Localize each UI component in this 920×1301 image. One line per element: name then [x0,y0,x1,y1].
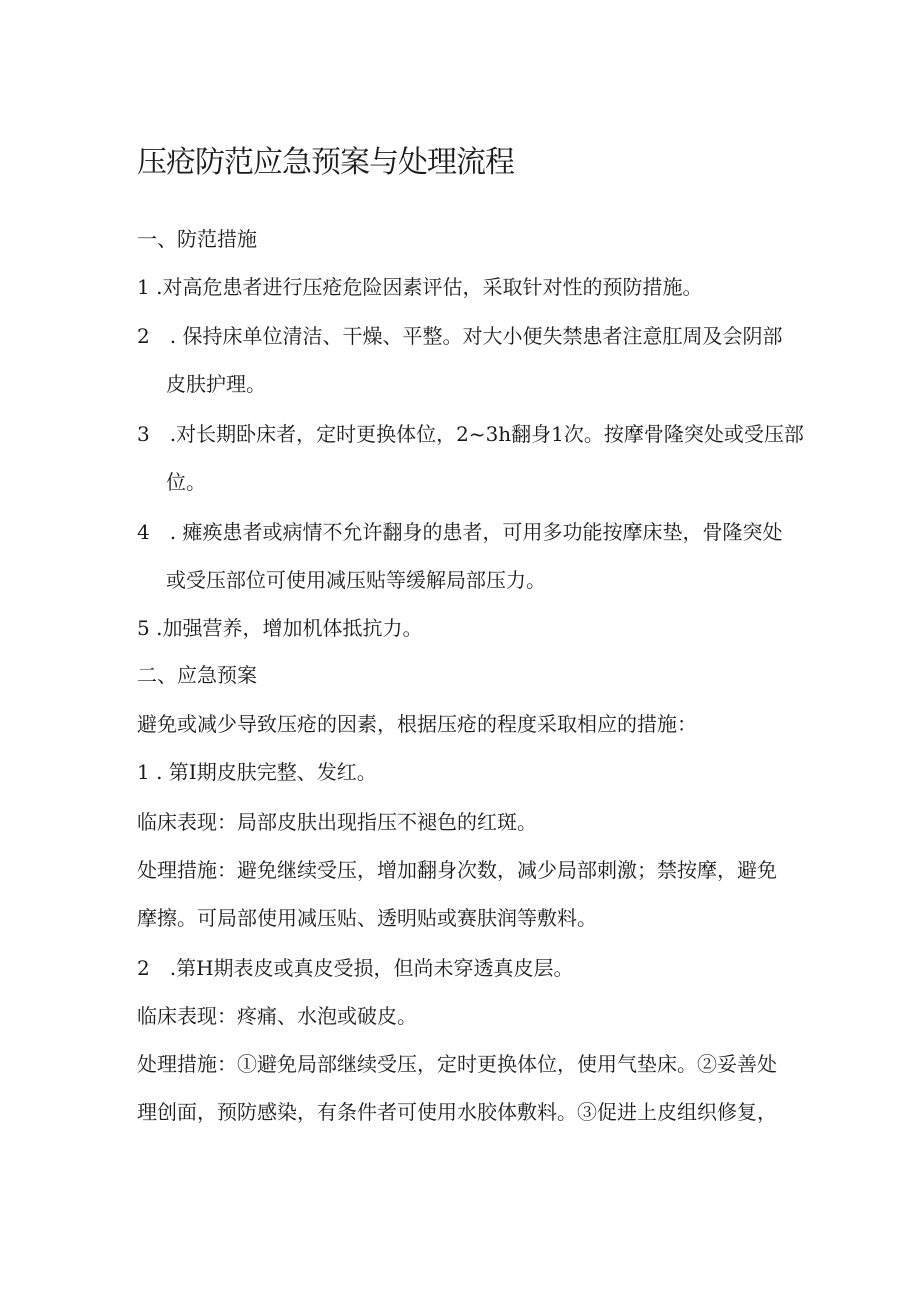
prevention-item-2: 2 . 保持床单位清洁、干燥、平整。对大小便失禁患者注意肛周及会阴部 [137,324,783,348]
stage-1-treatment: 处理措施：避免继续受压，增加翻身次数，减少局部刺激；禁按摩，避免 [137,858,777,882]
prevention-item-1: 1 .对高危患者进行压疮危险因素评估，采取针对性的预防措施。 [137,275,703,299]
prevention-item-4-continued: 或受压部位可使用减压贴等缓解局部压力。 [166,568,546,592]
stage-2-treatment-continued: 理创面，预防感染，有条件者可使用水胶体敷料。③促进上皮组织修复， [137,1100,777,1124]
stage-2-clinical: 临床表现：疼痛、水泡或破皮。 [137,1004,417,1028]
prevention-item-3: 3 .对长期卧床者，定时更换体位，2~3h翻身1次。按摩骨隆突处或受压部 [137,422,804,446]
document-title: 压疮防范应急预案与处理流程 [137,145,514,180]
stage-1-treatment-continued: 摩擦。可局部使用减压贴、透明贴或赛肤润等敷料。 [137,906,597,930]
emergency-intro: 避免或减少导致压疮的因素，根据压疮的程度采取相应的措施： [137,712,697,736]
prevention-item-4: 4 . 瘫痪患者或病情不允许翻身的患者，可用多功能按摩床垫，骨隆突处 [137,520,783,544]
stage-2-treatment: 处理措施：①避免局部继续受压，定时更换体位，使用气垫床。②妥善处 [137,1052,777,1076]
stage-1-clinical: 临床表现：局部皮肤出现指压不褪色的红斑。 [137,810,537,834]
section-heading-emergency-plan: 二、应急预案 [137,663,257,687]
section-heading-prevention: 一、防范措施 [137,227,257,251]
prevention-item-2-continued: 皮肤护理。 [166,372,266,396]
prevention-item-5: 5 .加强营养，增加机体抵抗力。 [137,616,423,640]
stage-2-heading: 2 .第H期表皮或真皮受损，但尚未穿透真皮层。 [137,956,574,980]
stage-1-heading: 1 . 第I期皮肤完整、发红。 [137,760,377,784]
prevention-item-3-continued: 位。 [166,470,206,494]
